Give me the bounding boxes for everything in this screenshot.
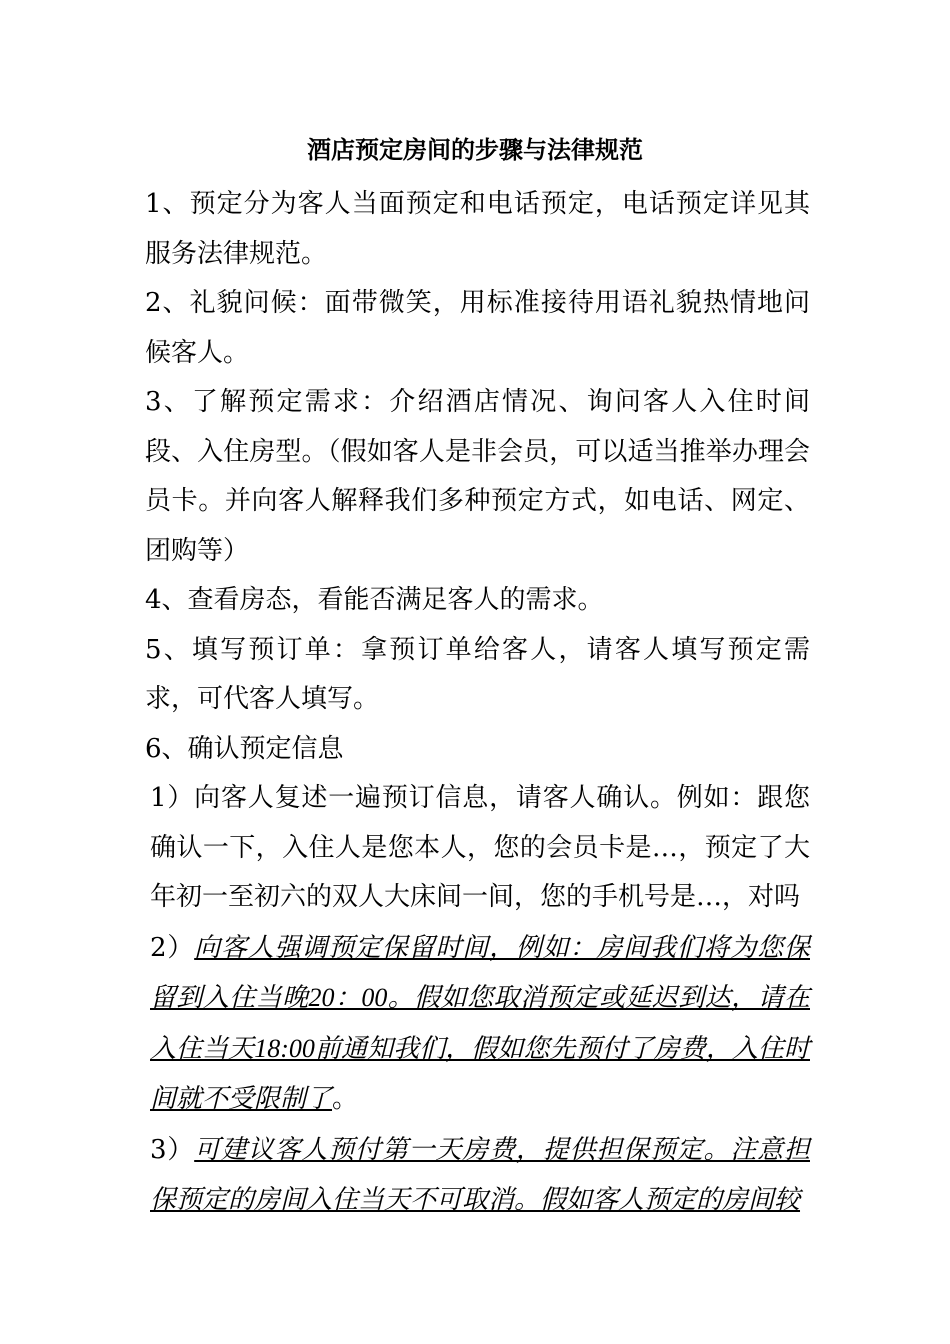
sub-item-2	[145, 923, 810, 1125]
paragraph-2: 2、礼貌问候：面带微笑，用标准接待用语礼貌热情地问候客人。	[145, 288, 810, 368]
sub-item-1: 1）向客人复述一遍预订信息，请客人确认。例如：跟您确认一下，入住人是您本人，您的会员卡是…，预定了大年初一至初六的双人大床间一间，您的手机号是…，对吗	[150, 783, 810, 912]
document-body	[145, 180, 810, 1226]
sub-item-2-prefix: 2）	[150, 932, 195, 963]
paragraph-4: 4、查看房态，看能否满足客人的需求。	[145, 585, 604, 615]
document-title: 酒店预定房间的步骤与法律规范	[307, 135, 643, 164]
sub-item-3-prefix: 3）	[150, 1134, 195, 1165]
paragraph-1: 1、预定分为客人当面预定和电话预定，电话预定详见其服务法律规范。	[145, 189, 810, 269]
paragraph-6: 6、确认预定信息	[145, 733, 344, 764]
paragraph-5: 5、填写预订单：拿预订单给客人，请客人填写预定需求，可代客人填写。	[145, 634, 810, 714]
sub-item-3	[145, 1125, 810, 1226]
paragraph-3: 3、了解预定需求：介绍酒店情况、询问客人入住时间段、入住房型。（假如客人是非会员，可以适当推举办理会员卡。并向客人解释我们多种预定方式，如电话、网定、团购等）	[145, 387, 810, 566]
sub-item-3-emphasis: 可建议客人预付第一天房费，提供担保预定。注意担保预定的房间入住当天不可取消。假如客人预定的房间较	[150, 1134, 810, 1214]
sub-item-2-suffix: 。	[332, 1084, 359, 1114]
sub-item-2-emphasis: 向客人强调预定保留时间，例如：房间我们将为您保留到入住当晚20：00。假如您取消预定或延迟到达，请在入住当天18:00前通知我们，假如您先预付了房费，入住时间就不受限制了	[150, 932, 810, 1113]
